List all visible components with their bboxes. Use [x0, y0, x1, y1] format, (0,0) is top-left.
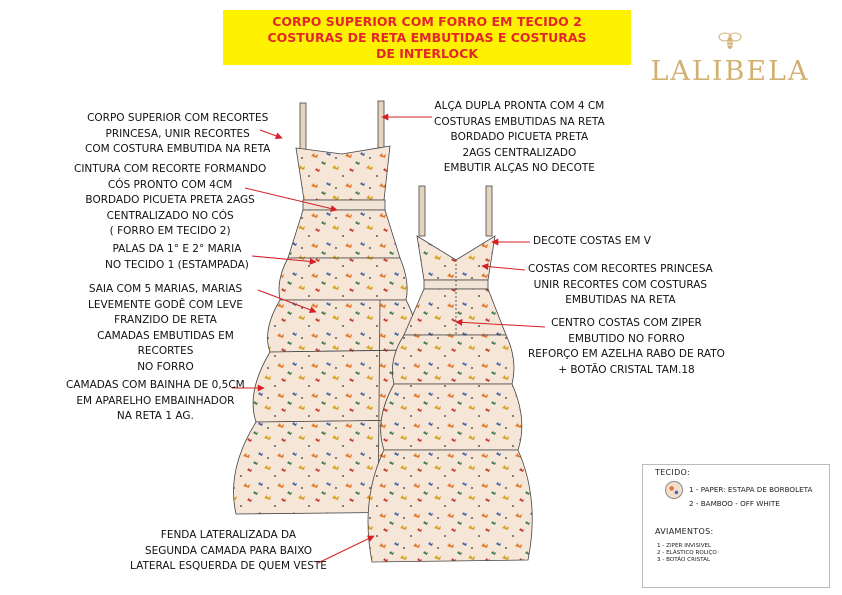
- note-line: EMBUTIR ALÇAS NO DECOTE: [443, 162, 595, 174]
- title-line: DE INTERLOCK: [375, 46, 479, 61]
- note-line: NO TECIDO 1 (ESTAMPADA): [105, 258, 249, 271]
- back-bodice: [417, 236, 495, 280]
- note-line: ( FORRO EM TECIDO 2): [109, 225, 231, 237]
- note-line: CAMADAS EMBUTIDAS EM: [97, 329, 234, 342]
- note-line: SAIA COM 5 MARIAS, MARIAS: [88, 283, 243, 295]
- tecido-item: 1 - PAPER: ESTAPA DE BORBOLETA: [689, 485, 813, 494]
- annotation-arrows: [232, 117, 545, 563]
- back-strap-left: [419, 186, 425, 236]
- aviamento-item: 1 - ZIPER INVISIVEL: [657, 543, 712, 549]
- front-tier-1: [288, 210, 400, 258]
- note-line: PRINCESA, UNIR RECORTES: [105, 127, 250, 140]
- front-slit: [378, 300, 380, 512]
- note-line: SEGUNDA CAMADA PARA BAIXO: [144, 544, 312, 557]
- note-line: NO FORRO: [137, 360, 194, 373]
- aviamento-item: 3 - BOTÃO CRISTAL: [657, 557, 711, 563]
- note-line: UNIR RECORTES COM COSTURAS: [533, 278, 708, 291]
- back-dress: [368, 186, 532, 562]
- note-line: EMBUTIDO NO FORRO: [568, 332, 685, 345]
- note-alca: [434, 99, 605, 177]
- note-line: CAMADAS COM BAINHA DE 0,5CM: [66, 379, 245, 391]
- brand-logo: [640, 28, 820, 87]
- note-line: PALAS DA 1° E 2° MARIA: [112, 243, 242, 255]
- note-cintura: [74, 162, 266, 240]
- legend-box: [642, 464, 830, 588]
- back-tier-3: [381, 384, 522, 450]
- front-tier-5: [234, 420, 433, 514]
- fabric-swatch-icon: [665, 481, 683, 499]
- back-waistband: [424, 280, 488, 289]
- front-tier-4: [253, 350, 424, 422]
- note-line: FENDA LATERALIZADA DA: [160, 529, 297, 541]
- note-line: LEVEMENTE GODÊ COM LEVE: [88, 298, 243, 311]
- back-strap-right: [486, 186, 492, 236]
- note-line: FRANZIDO DE RETA: [114, 314, 217, 326]
- note-line: BORDADO PICUETA PRETA: [450, 131, 589, 143]
- bee-icon: [717, 28, 743, 54]
- note-line: CORPO SUPERIOR COM RECORTES: [87, 112, 269, 124]
- aviamentos-heading: AVIAMENTOS:: [655, 527, 714, 536]
- tecido-item: 2 - BAMBOO - OFF WHITE: [689, 499, 780, 508]
- note-line: LATERAL ESQUERDA DE QUEM VESTE: [130, 560, 327, 572]
- front-tier-2: [279, 258, 407, 300]
- note-line: EMBUTIDAS NA RETA: [565, 294, 676, 306]
- note-line: EM APARELHO EMBAINHADOR: [76, 394, 235, 407]
- note-line: CÓS PRONTO COM 4CM: [107, 178, 233, 191]
- note-corpo: [85, 111, 270, 158]
- back-tier-4: [368, 450, 532, 562]
- note-costas: [528, 262, 713, 309]
- note-line: RECORTES: [137, 345, 194, 357]
- note-line: COSTURAS EMBUTIDAS NA RETA: [434, 115, 605, 128]
- title-line: CORPO SUPERIOR COM FORRO EM TECIDO 2: [272, 14, 582, 29]
- back-tier-2: [392, 335, 514, 384]
- front-strap-right: [378, 101, 384, 149]
- note-line: 2AGS CENTRALIZADO: [462, 146, 577, 159]
- title-line: COSTURAS DE RETA EMBUTIDAS E COSTURAS: [267, 30, 587, 45]
- note-line: REFORÇO EM AZELHA RABO DE RATO: [528, 348, 725, 360]
- note-decote: [533, 234, 651, 250]
- note-fenda: [130, 528, 327, 575]
- front-bodice: [296, 146, 390, 200]
- tecido-heading: TECIDO:: [655, 468, 690, 477]
- note-line: COM COSTURA EMBUTIDA NA RETA: [85, 143, 271, 155]
- note-line: BORDADO PICUETA PRETA 2AGS: [85, 194, 255, 206]
- note-centro: [528, 316, 725, 378]
- note-line: ALÇA DUPLA PRONTA COM 4 CM: [434, 100, 605, 112]
- note-camadas: [66, 378, 245, 425]
- note-line: CENTRO COSTAS COM ZIPER: [551, 317, 702, 329]
- note-line: DECOTE COSTAS EM V: [533, 235, 651, 247]
- title-box: [223, 10, 631, 65]
- front-waistband: [303, 200, 385, 210]
- note-line: CINTURA COM RECORTE FORMANDO: [74, 163, 267, 175]
- note-line: + BOTÃO CRISTAL TAM.18: [558, 363, 695, 376]
- aviamento-item: 2 - ELÁSTICO ROLIÇO: [657, 550, 717, 556]
- note-palas: [105, 242, 249, 273]
- front-strap-left: [300, 103, 306, 151]
- front-tier-3: [268, 300, 416, 352]
- note-line: CENTRALIZADO NO CÓS: [106, 209, 234, 222]
- brand-name: LALIBELA: [650, 56, 810, 87]
- back-tier-1: [404, 289, 506, 335]
- note-line: COSTAS COM RECORTES PRINCESA: [528, 263, 713, 275]
- note-saia: [88, 282, 243, 375]
- note-line: NA RETA 1 AG.: [116, 410, 194, 422]
